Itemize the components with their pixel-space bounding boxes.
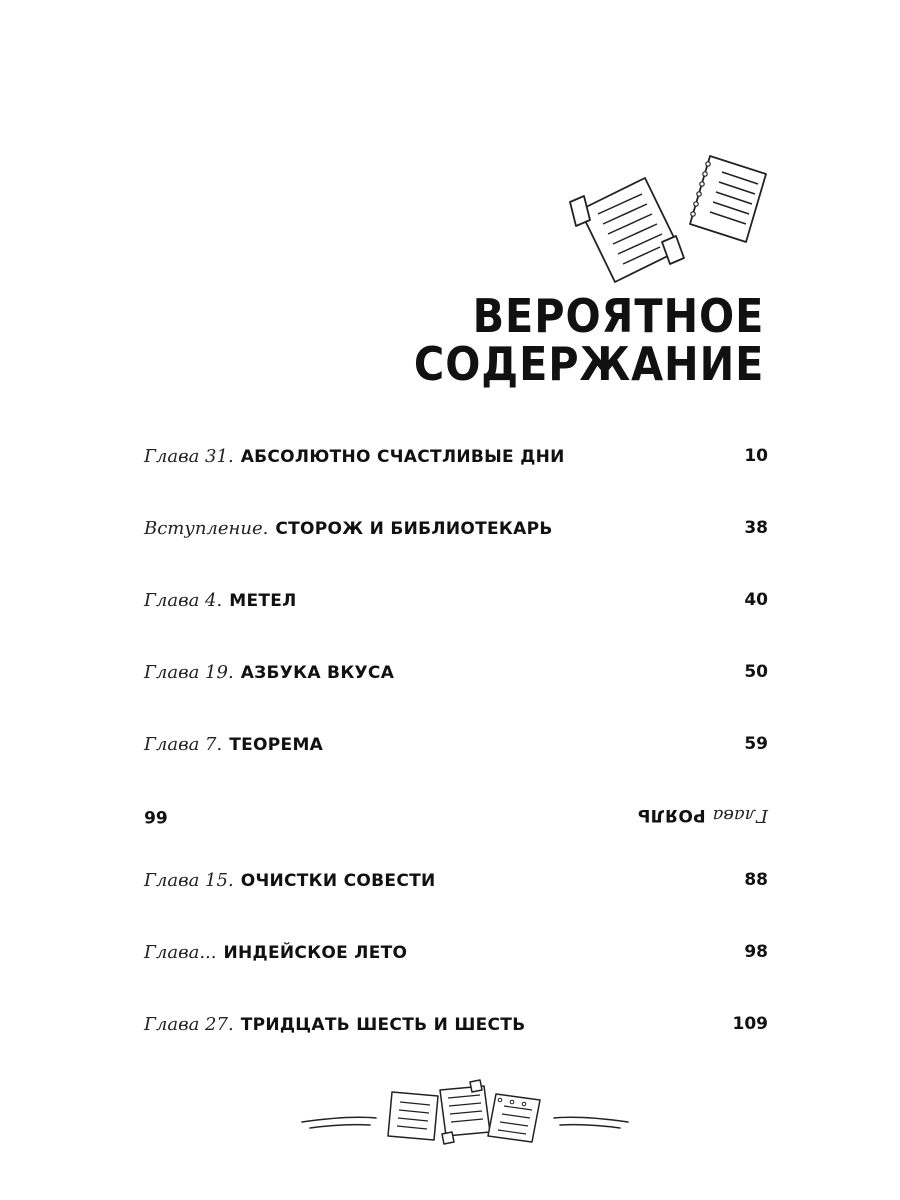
title-line-2: СОДЕРЖАНИЕ	[413, 337, 764, 391]
chapter-title: ОЧИСТКИ СОВЕСТИ	[240, 870, 436, 891]
chapter-prefix: Глава 19	[144, 661, 228, 683]
chapter-separator: .	[227, 445, 234, 467]
page-number: 38	[744, 518, 768, 538]
toc-entry	[144, 934, 768, 970]
page-title	[413, 289, 764, 391]
toc-entry	[144, 438, 768, 474]
chapter-prefix: Глава 27	[144, 1013, 228, 1035]
chapter-separator: .	[262, 517, 269, 539]
chapter-prefix: Глава 31	[144, 445, 228, 467]
page-number: 10	[744, 446, 768, 466]
title-line-1: ВЕРОЯТНОЕ	[472, 289, 764, 343]
chapter-separator: .	[216, 733, 223, 755]
chapter-prefix: Глава 7	[144, 733, 217, 755]
chapter-prefix: Глава 4	[144, 589, 217, 611]
chapter-title: ТРИДЦАТЬ ШЕСТЬ И ШЕСТЬ	[240, 1014, 526, 1035]
chapter-separator: .	[227, 869, 234, 891]
toc-entry	[144, 1006, 768, 1042]
chapter-separator: .	[227, 1013, 234, 1035]
chapter-title: ИНДЕЙСКОЕ ЛЕТО	[223, 942, 408, 963]
chapter-title: ТЕОРЕМА	[229, 734, 324, 755]
toc-entry	[144, 582, 768, 618]
chapter-prefix: Глава	[144, 941, 200, 963]
toc-entry	[144, 726, 768, 762]
page-number: 88	[744, 870, 768, 890]
page-number: 59	[744, 734, 768, 754]
chapter-separator: ...	[199, 941, 217, 963]
page-number: 40	[744, 590, 768, 610]
chapter-separator: .	[216, 589, 223, 611]
chapter-title: РОЯЛЬ	[637, 805, 706, 826]
chapter-title: АБСОЛЮТНО СЧАСТЛИВЫЕ ДНИ	[240, 446, 565, 467]
toc-entry-upside-down	[144, 798, 768, 834]
chapter-separator: .	[227, 661, 234, 683]
page-number: 98	[744, 942, 768, 962]
toc-entry	[144, 654, 768, 690]
chapter-title: МЕТЕЛ	[229, 590, 297, 611]
papers-doodle-icon	[560, 150, 780, 290]
toc-entry	[144, 862, 768, 898]
chapter-prefix: Глава 15	[144, 869, 228, 891]
chapter-title: АЗБУКА ВКУСА	[240, 662, 395, 683]
toc-entry	[144, 510, 768, 546]
page-number: 109	[732, 1014, 768, 1034]
page-number: 66	[144, 806, 168, 826]
page-number: 50	[744, 662, 768, 682]
papers-divider-icon	[300, 1078, 630, 1146]
chapter-prefix: Глава	[712, 805, 768, 827]
chapter-title: СТОРОЖ И БИБЛИОТЕКАРЬ	[275, 518, 553, 539]
chapter-prefix: Вступление	[144, 517, 263, 539]
